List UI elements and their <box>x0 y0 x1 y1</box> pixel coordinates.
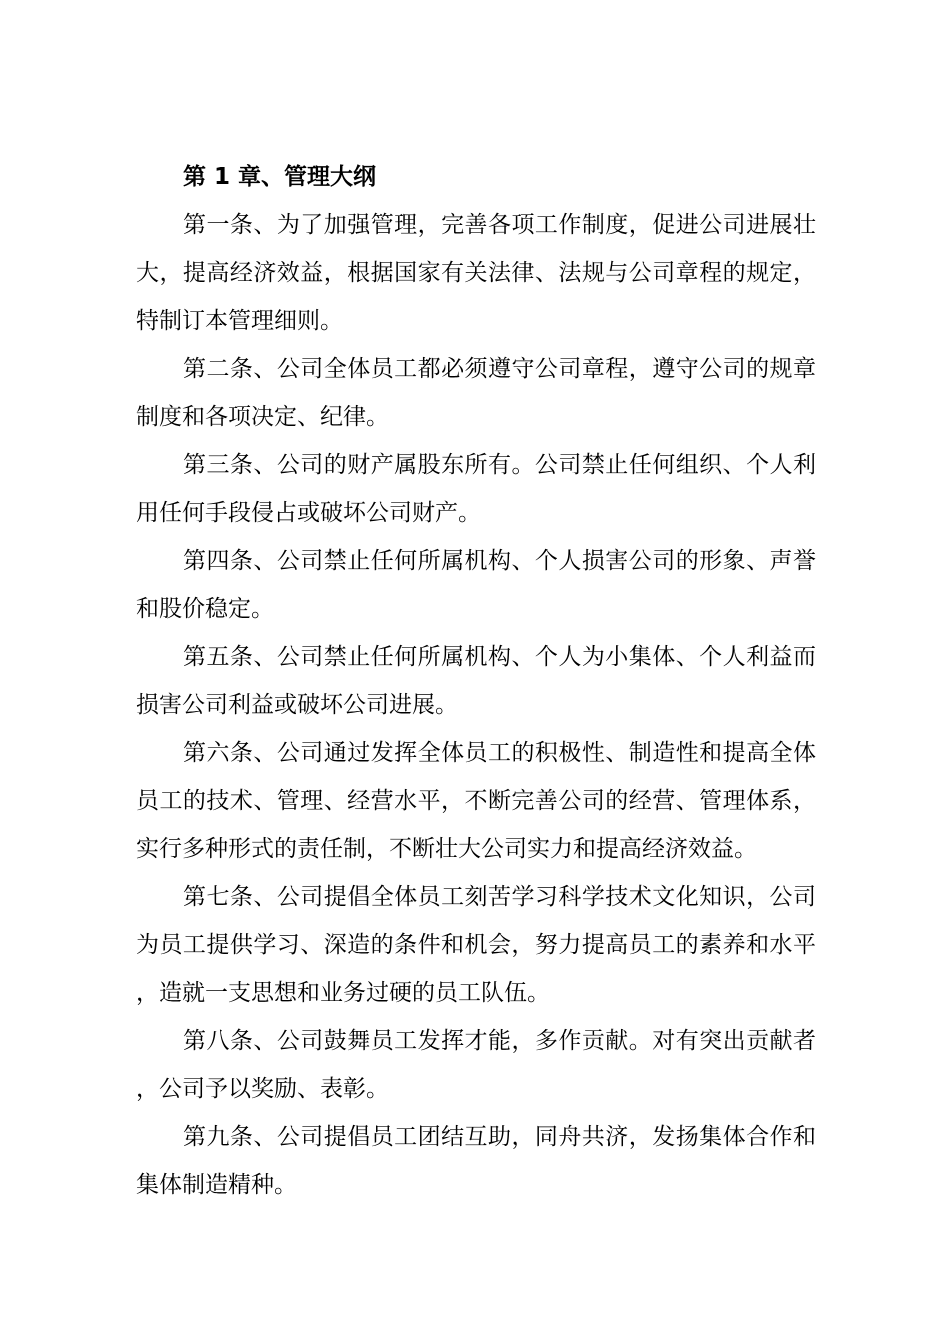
article-9: 第九条、公司提倡员工团结互助，同舟共济，发扬集体合作和集体制造精种。 <box>136 1124 816 1198</box>
article-7: 第七条、公司提倡全体员工刻苦学习科学技术文化知识，公司为员工提供学习、深造的条件和机会，努力提高员工的素养和水平，造就一支思想和业务过硬的员工队伍。 <box>136 884 816 1006</box>
article-6: 第六条、公司通过发挥全体员工的积极性、制造性和提高全体员工的技术、管理、经营水平，不断完善公司的经营、管理体系，实行多种形式的责任制，不断壮大公司实力和提高经济效益。 <box>136 740 816 862</box>
article-5: 第五条、公司禁止任何所属机构、个人为小集体、个人利益而损害公司利益或破坏公司进展。 <box>136 644 816 718</box>
chapter-title: 第 1 章、管理大纲 <box>183 164 377 190</box>
document-body <box>136 153 816 1209</box>
article-3: 第三条、公司的财产属股东所有。公司禁止任何组织、个人利用任何手段侵占或破坏公司财产。 <box>136 452 816 526</box>
article-2: 第二条、公司全体员工都必须遵守公司章程，遵守公司的规章制度和各项决定、纪律。 <box>136 356 816 430</box>
article-8: 第八条、公司鼓舞员工发挥才能，多作贡献。对有突出贡献者，公司予以奖励、表彰。 <box>136 1028 816 1102</box>
article-1: 第一条、为了加强管理，完善各项工作制度，促进公司进展壮大，提高经济效益，根据国家有关法律、法规与公司章程的规定，特制订本管理细则。 <box>136 212 816 334</box>
article-4: 第四条、公司禁止任何所属机构、个人损害公司的形象、声誉和股价稳定。 <box>136 548 816 622</box>
